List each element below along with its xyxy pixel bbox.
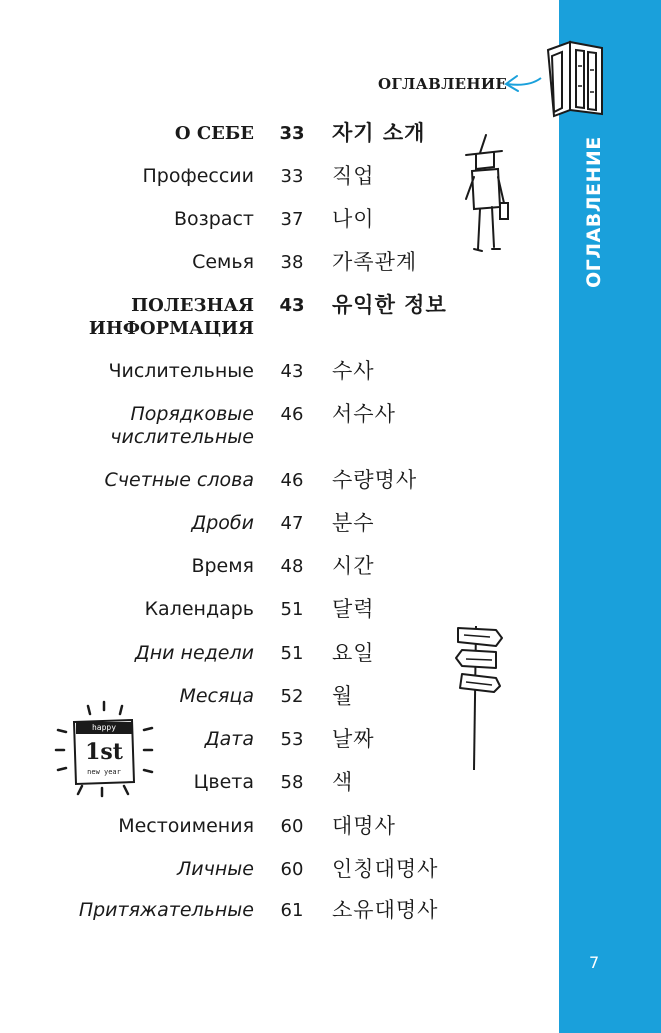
toc-page-number: 43: [280, 361, 304, 382]
toc-page-number: 51: [280, 643, 304, 664]
toc-russian-line: Месяца: [179, 685, 254, 707]
toc-page-number: 60: [280, 816, 304, 837]
toc-page-number: 33: [280, 166, 304, 187]
toc-korean-title: 자기 소개: [332, 121, 426, 145]
toc-korean-title: 대명사: [332, 814, 396, 838]
page-title: ОГЛАВЛЕНИЕ: [378, 75, 508, 93]
toc-page-number: 48: [280, 556, 304, 577]
toc-russian-line: Личные: [177, 858, 254, 880]
toc-korean-title: 직업: [332, 164, 375, 188]
toc-page-number: 58: [280, 772, 304, 793]
toc-russian-line: Дроби: [191, 512, 254, 534]
toc-russian-line: Порядковые: [130, 403, 254, 425]
toc-korean-title: 나이: [332, 207, 375, 231]
toc-russian-line: Притяжательные: [78, 899, 254, 921]
toc-russian-title: [191, 512, 254, 535]
toc-korean-title: 유익한 정보: [332, 293, 447, 317]
toc-korean-title: 수량명사: [332, 468, 418, 492]
toc-russian-title: [89, 294, 254, 340]
toc-russian-title: [192, 251, 254, 274]
toc-page-number: 61: [280, 900, 304, 921]
toc-russian-title: [205, 728, 254, 751]
toc-russian-title: [105, 469, 254, 492]
toc-russian-line: ПОЛЕЗНАЯ: [131, 295, 254, 316]
calendar-line2: new year: [87, 768, 121, 776]
traveler-illustration: [462, 133, 510, 255]
toc-russian-line: Цвета: [193, 771, 254, 793]
toc-page-number: 47: [280, 513, 304, 534]
toc-russian-line: Возраст: [174, 208, 254, 230]
toc-page-number: 43: [279, 295, 305, 316]
calendar-big-text: 1st: [85, 739, 123, 765]
toc-page-number: 52: [280, 686, 304, 707]
toc-page-number: 51: [280, 599, 304, 620]
toc-page-number: 53: [280, 729, 304, 750]
toc-russian-line: Дата: [204, 728, 254, 750]
toc-korean-title: 월: [332, 684, 354, 708]
sidebar-band: [559, 0, 661, 1033]
toc-russian-title: [177, 858, 254, 881]
toc-page-number: 60: [280, 859, 304, 880]
toc-korean-title: 인칭대명사: [332, 857, 439, 881]
toc-korean-title: 수사: [332, 359, 375, 383]
toc-page-number: 46: [280, 470, 304, 491]
toc-russian-line: Дни недели: [134, 642, 254, 664]
toc-russian-line: Профессии: [142, 165, 254, 187]
toc-russian-title: [194, 771, 254, 794]
toc-russian-line: числительные: [110, 426, 254, 448]
toc-russian-title: [174, 208, 254, 231]
toc-korean-title: 색: [332, 770, 354, 794]
page-number: 7: [589, 953, 600, 972]
arrow-icon: [503, 68, 543, 98]
toc-korean-title: 시간: [332, 554, 375, 578]
toc-russian-title: [135, 642, 254, 665]
toc-russian-line: Время: [191, 555, 254, 577]
toc-russian-title: [191, 555, 254, 578]
toc-korean-title: 가족관계: [332, 250, 418, 274]
toc-russian-line: О СЕБЕ: [174, 123, 254, 144]
toc-russian-line: Счетные слова: [104, 469, 254, 491]
calendar-line1: happy: [91, 723, 117, 732]
toc-korean-title: 분수: [332, 511, 375, 535]
toc-russian-line: Числительные: [108, 360, 254, 382]
toc-korean-title: 소유대명사: [332, 898, 439, 922]
toc-korean-title: 달력: [332, 597, 375, 621]
toc-page-number: 33: [279, 123, 305, 144]
toc-page-number: 38: [280, 252, 304, 273]
toc-russian-title: [145, 598, 254, 621]
toc-page-number: 37: [280, 209, 304, 230]
toc-russian-title: [108, 360, 254, 383]
toc-russian-line: Календарь: [144, 598, 254, 620]
toc-russian-line: ИНФОРМАЦИЯ: [88, 318, 254, 339]
toc-russian-title: [143, 165, 255, 188]
toc-russian-line: Местоимения: [118, 815, 254, 837]
toc-russian-title: [175, 122, 254, 145]
toc-korean-title: 요일: [332, 641, 375, 665]
toc-russian-title: [179, 685, 254, 708]
calendar-illustration: [52, 700, 156, 800]
toc-russian-title: [110, 403, 254, 449]
sidebar-title: ОГЛАВЛЕНИЕ: [583, 136, 605, 288]
toc-korean-title: 서수사: [332, 402, 396, 426]
toc-page-number: 46: [280, 404, 304, 425]
signpost-illustration: [452, 620, 506, 772]
toc-russian-line: Семья: [192, 251, 254, 273]
toc-korean-title: 날짜: [332, 727, 375, 751]
toc-russian-title: [79, 899, 254, 922]
books-icon: [540, 36, 610, 122]
toc-russian-title: [118, 815, 254, 838]
